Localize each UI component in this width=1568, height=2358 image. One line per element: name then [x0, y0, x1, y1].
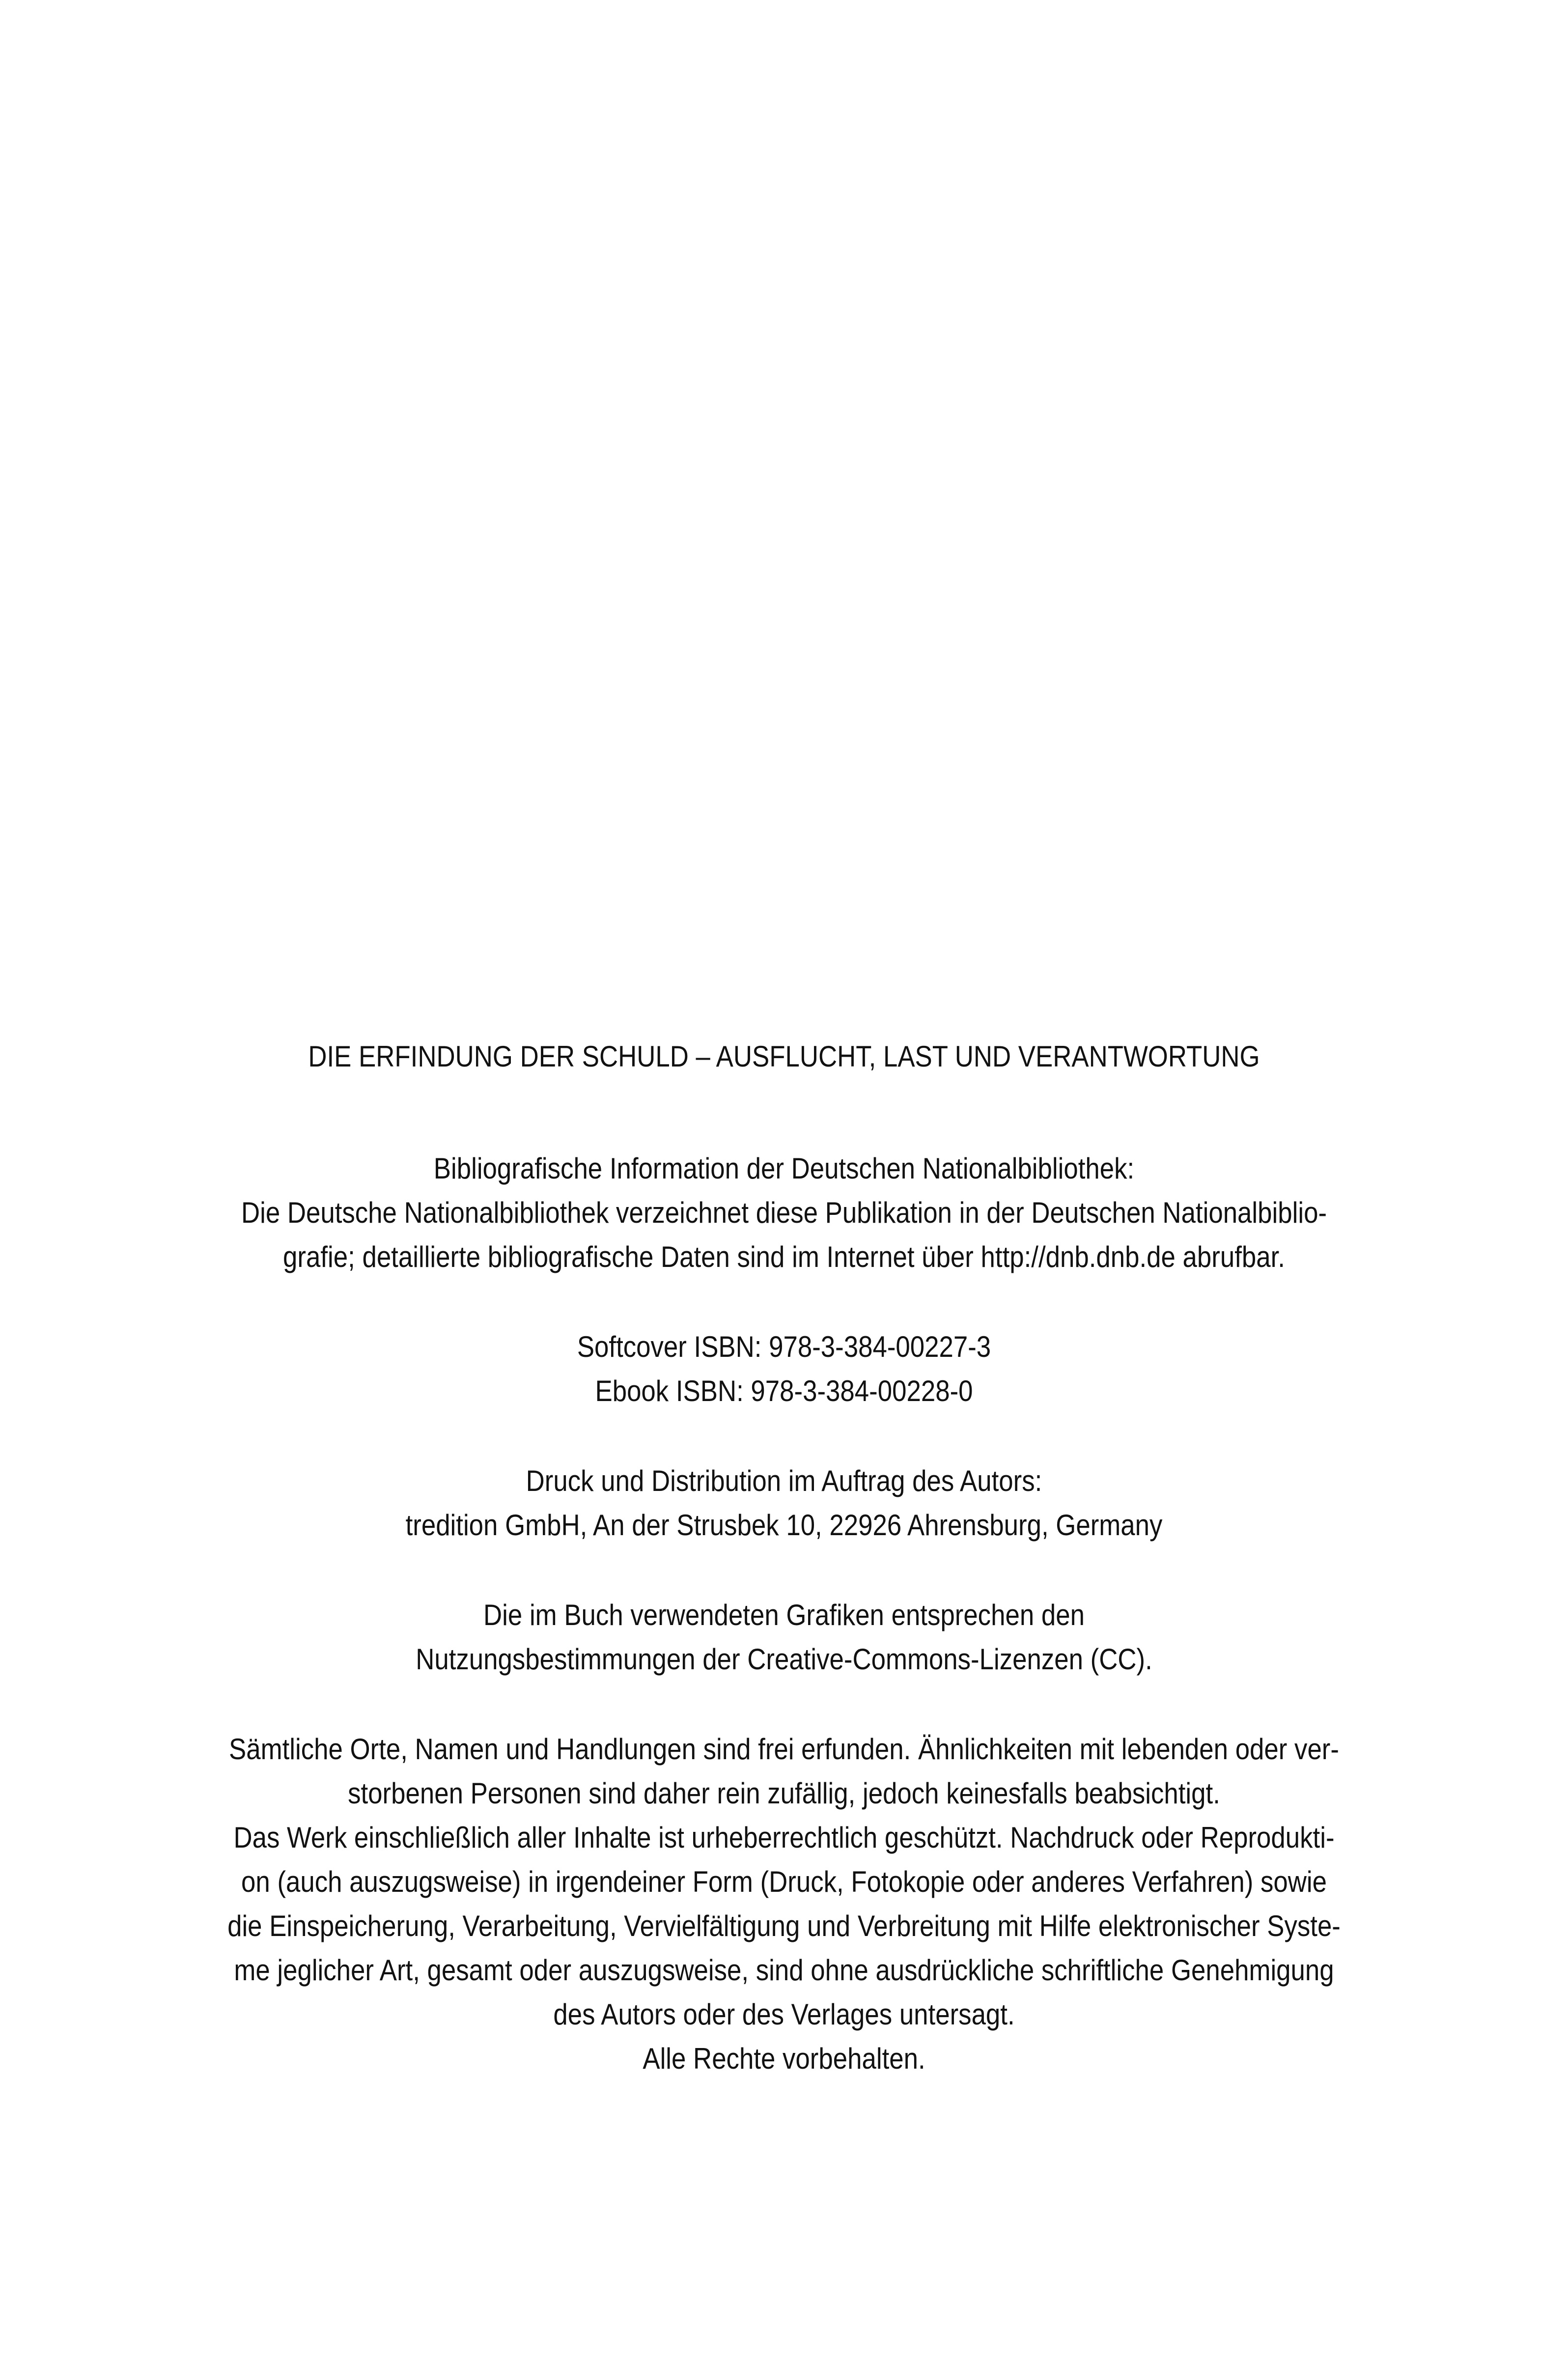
- publisher-address: tredition GmbH, An der Strusbek 10, 22926 Ahrensburg, Germany: [405, 1509, 1163, 1542]
- bibliography-heading: Bibliografische Information der Deutschen Nationalbibliothek:: [433, 1152, 1135, 1185]
- bibliography-line: Die Deutsche Nationalbibliothek verzeichnet diese Publikation in der Deutschen Nationalbiblio-: [241, 1196, 1327, 1229]
- legal-line: des Autors oder des Verlages untersagt.: [553, 1998, 1015, 2031]
- isbn-softcover: Softcover ISBN: 978-3-384-00227-3: [577, 1330, 991, 1363]
- publisher-heading: Druck und Distribution im Auftrag des Autors:: [526, 1464, 1042, 1497]
- book-title: DIE ERFINDUNG DER SCHULD – AUSFLUCHT, LAST UND VERANTWORTUNG: [308, 1040, 1260, 1073]
- legal-line: on (auch auszugsweise) in irgendeiner Form (Druck, Fotokopie oder anderes Verfahren) sowie: [241, 1865, 1327, 1898]
- graphics-notice-line: Die im Buch verwendeten Grafiken entsprechen den: [483, 1599, 1085, 1631]
- legal-line: me jeglicher Art, gesamt oder auszugsweise, sind ohne ausdrückliche schriftliche Genehmigung: [234, 1954, 1334, 1987]
- legal-line: Das Werk einschließlich aller Inhalte ist urheberrechtlich geschützt. Nachdruck oder Reprodukti-: [233, 1821, 1335, 1854]
- legal-line: Sämtliche Orte, Namen und Handlungen sind frei erfunden. Ähnlichkeiten mit lebenden oder ver-: [229, 1733, 1339, 1766]
- isbn-ebook: Ebook ISBN: 978-3-384-00228-0: [595, 1375, 973, 1407]
- legal-line: storbenen Personen sind daher rein zufällig, jedoch keinesfalls beabsichtigt.: [348, 1777, 1220, 1810]
- graphics-notice-line: Nutzungsbestimmungen der Creative-Commons-Lizenzen (CC).: [416, 1643, 1152, 1676]
- rights-reserved: Alle Rechte vorbehalten.: [643, 2042, 925, 2075]
- bibliography-line: grafie; detaillierte bibliografische Daten sind im Internet über http://dnb.dnb.de abrufbar.: [283, 1240, 1285, 1273]
- legal-line: die Einspeicherung, Verarbeitung, Vervielfältigung und Verbreitung mit Hilfe elektronischer Syste-: [227, 1909, 1341, 1942]
